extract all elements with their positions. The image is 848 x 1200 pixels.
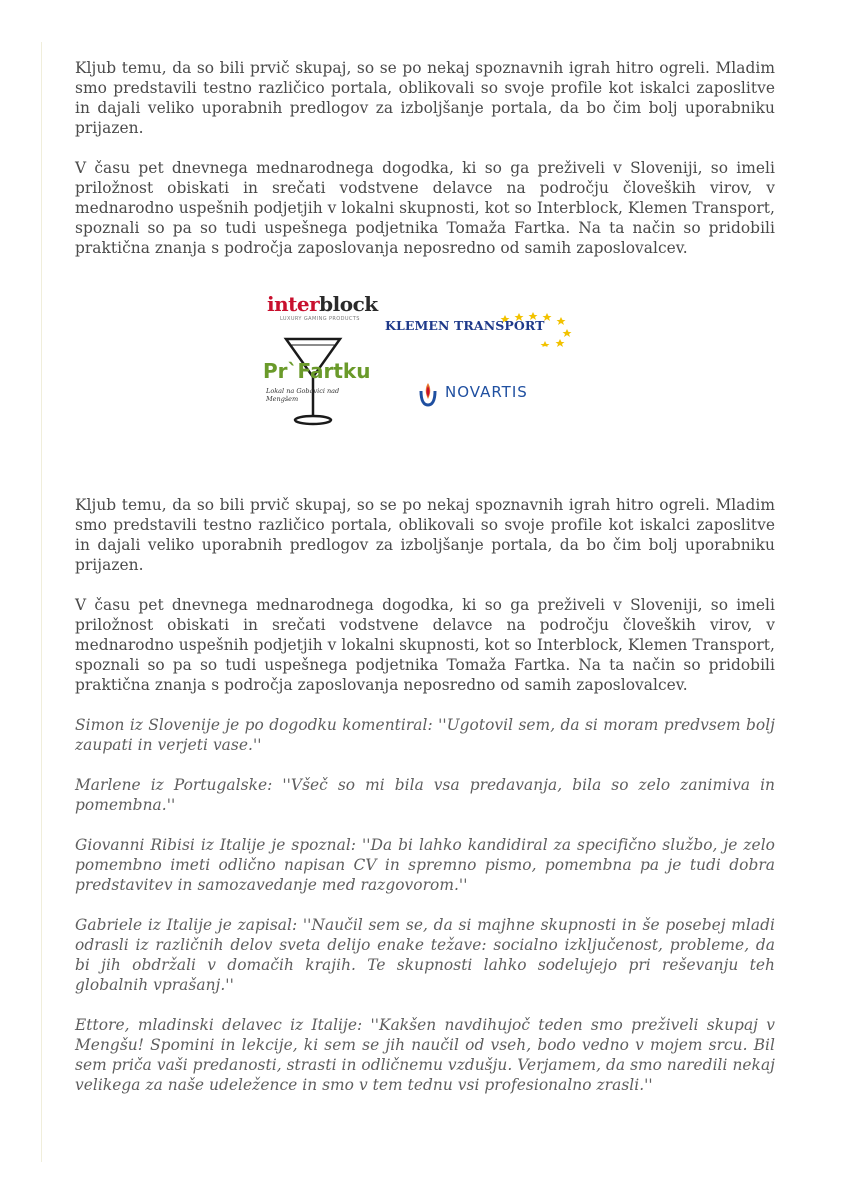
interblock-tagline: LUXURY GAMING PRODUCTS [280, 316, 360, 322]
quote-marlene: Marlene iz Portugalske: ''Všeč so mi bila vsa predavanja, bila so zelo zanimiva in pomembna.'' [75, 776, 775, 814]
novartis-flame-icon [415, 379, 441, 409]
sponsor-logos [75, 289, 775, 464]
klemen-transport-logo [385, 307, 575, 347]
intro-paragraph-1: Kljub temu, da so bili prvič skupaj, so se po nekaj spoznavnih igrah hitro ogreli. Mladim smo predstavili testno različico portala, oblikovali so svoje profile kot iskalci zaposlitve in dajali veliko uporabnih predlogov za izboljšanje portala, da bo čim bolj uporabniku prijazen. [75, 59, 775, 137]
repeat-paragraph-2: V času pet dnevnega mednarodnega dogodka, ki so ga preživeli v Sloveniji, so imeli priložnost obiskati in srečati vodstvene delavce na področju človeških virov, v mednarodno uspešnih podjetjih v lokalni skupnosti, kot so Interblock, Klemen Transport, spoznali so pa so tudi uspešnega podjetnika Tomaža Fartka. Na ta način so pridobili praktična znanja s področja zaposlovanja neposredno od samih zaposlovalcev. [75, 596, 775, 694]
novartis-name: NOVARTIS [445, 383, 528, 401]
page-margin-rule [41, 42, 42, 1162]
novartis-logo [415, 377, 550, 409]
quote-gabriele: Gabriele iz Italije je zapisal: ''Naučil sem se, da si majhne skupnosti in še posebej mladi odrasli iz različnih delov sveta delijo enake težave: socialno izključenost, probleme, da bi jih obdržali v domačih krajih. Te skupnosti lahko sodelujejo pri reševanju teh globalnih vprašanj.'' [75, 916, 775, 994]
prfartku-logo [260, 337, 371, 432]
intro-paragraph-2: V času pet dnevnega mednarodnega dogodka, ki so ga preživeli v Sloveniji, so imeli priložnost obiskati in srečati vodstvene delavce na področju človeških virov, v mednarodno uspešnih podjetjih v lokalni skupnosti, kot so Interblock, Klemen Transport, spoznali so pa so tudi uspešnega podjetnika Tomaža Fartka. Na ta način so pridobili praktična znanja s področja zaposlovanja neposredno od samih zaposlovalcev. [75, 159, 775, 257]
interblock-logo [267, 292, 377, 322]
interblock-logo-part1: inter [267, 292, 320, 316]
prfartku-tagline: Lokal na Gobavici nad Mengšem [266, 387, 340, 403]
klemen-transport-name: KLEMEN TRANSPORT [385, 318, 545, 333]
quote-ettore: Ettore, mladinski delavec iz Italije: ''Kakšen navdihujoč teden smo preživeli skupaj v Mengšu! Spomini in lekcije, ki sem se jih naučil od vseh, bodo vedno v mojem srcu. Bil sem priča vaši predanosti, strasti in odličnemu vzdušju. Verjamem, da smo naredili nekaj velikega za naše udeležence in smo v tem tednu vsi profesionalno zrasli.'' [75, 1016, 775, 1094]
prfartku-name: Pr`Fartku [263, 359, 371, 383]
interblock-logo-part2: block [319, 292, 378, 316]
quote-giovanni: Giovanni Ribisi iz Italije je spoznal: ''Da bi lahko kandidiral za specifično službo, je zelo pomembno imeti odlično napisan CV in spremno pismo, pomembna pa je tudi dobra predstavitev in samozavedanje med razgovorom.'' [75, 836, 775, 894]
quote-simon: Simon iz Slovenije je po dogodku komentiral: ''Ugotovil sem, da si moram predvsem bolj zaupati in verjeti vase.'' [75, 716, 775, 754]
martini-glass-icon [260, 337, 371, 432]
document-body [75, 58, 775, 1095]
repeat-paragraph-1: Kljub temu, da so bili prvič skupaj, so se po nekaj spoznavnih igrah hitro ogreli. Mladim smo predstavili testno različico portala, oblikovali so svoje profile kot iskalci zaposlitve in dajali veliko uporabnih predlogov za izboljšanje portala, da bo čim bolj uporabniku prijazen. [75, 496, 775, 574]
